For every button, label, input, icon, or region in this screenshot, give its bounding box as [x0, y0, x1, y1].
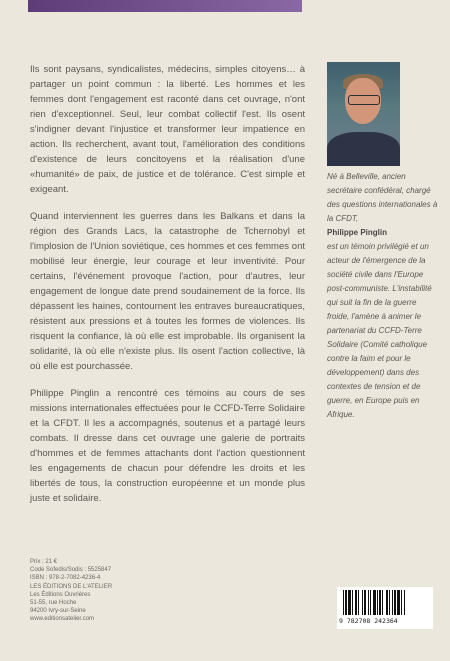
address-line: 51-55, rue Hoche — [30, 600, 77, 607]
author-bio — [327, 170, 439, 422]
barcode-bar — [355, 590, 357, 615]
paragraph-2: Quand interviennent les guerres dans les Balkans et dans la région des Grands Lacs, la catastrophe de Tchernobyl et l'implosion de l'Union soviétique, ces hommes et ces femmes ont mobilisé leur énergie, leur courage et leur inventivité. Pour certains, l'événement provoque l'action, pour d'autres, leur engagement de longue date prend soudainement de la force. Ils dépassent les haines, contournent les entraves bureaucratiques, résistent aux pressions et à toutes les formes de violences. Ils risquent la confiance, là où elle est improbable. Ils organisent la solidarité, là où elle n'existe plus. Ils osent l'action collective, là où elle est pourchassée. — [30, 211, 305, 372]
author-photo — [327, 62, 400, 166]
author-name: Philippe Pinglin — [327, 228, 387, 237]
barcode-bar — [382, 590, 383, 615]
barcode-bar — [345, 590, 347, 615]
barcode-bar — [370, 590, 371, 615]
city-line: 94200 Ivry-sur-Seine — [30, 608, 86, 615]
barcode-bar — [401, 590, 402, 615]
back-cover-text — [30, 62, 305, 518]
paragraph-3: Philippe Pinglin a rencontré ces témoins au cours de ses missions internationales effectuées pour le CCFD-Terre Solidaire et la CFDT. Il les a accompagnés, soutenus et a partagé leurs combats. Il dresse dans cet ouvrage une galerie de portraits d'hommes et de femmes attachants dont l'action questionnent les engagements de chacun pour défendre les droits et les libertés de tous, la construction européenne et un monde plus juste et solidaire. — [30, 388, 305, 504]
barcode-bar — [348, 590, 351, 615]
barcode-bar — [368, 590, 369, 615]
isbn-line: ISBN : 978-2-7082-4236-4 — [30, 575, 101, 582]
barcode-bar — [379, 590, 381, 615]
barcode-bar — [394, 590, 396, 615]
barcode-bar — [362, 590, 363, 615]
publisher-info — [30, 558, 210, 624]
bio-rest: est un témoin privilégié et un acteur de l'émergence de la société civile dans l'Europe post-communiste. L'instabilité qui suit la fin de la guerre froide, l'amène à animer le partenariat du CCFD-Terre Solidaire (Comité catholique contre la faim et pour le développement) dans des contextes de tension et de guerre, en Europe puis en Afrique. — [327, 242, 432, 419]
paragraph-1: Ils sont paysans, syndicalistes, médecins, simples citoyens… à partager un point commun : la liberté. Les hommes et les femmes dont l'engagement est raconté dans cet ouvrage, n'ont rien d'exceptionnel. Seul, leur combat collectif l'est. Ils osent s'indigner devant l'injustice et transformer leur impatience en action. Ils recherchent, avant tout, l'amélioration des conditions d'existence de leurs concitoyens et la réalisation d'une «humanité» de paix, de justice et de tolérance. C'est simple et exigeant. — [30, 64, 305, 195]
website-line: www.editionsatelier.com — [30, 616, 95, 623]
barcode-bars — [337, 587, 433, 617]
barcode-bar — [343, 590, 344, 615]
barcode-bar — [373, 590, 376, 615]
barcode-bar — [386, 590, 388, 615]
publisher-subname: Les Éditions Ouvrières — [30, 591, 91, 598]
barcode-digits: 9 782708 242364 — [339, 617, 398, 625]
barcode-bar — [364, 590, 366, 615]
top-accent-bar — [28, 0, 302, 12]
barcode-bar — [404, 590, 405, 615]
barcode-bar — [352, 590, 353, 615]
bio-intro: Né à Belleville, ancien secrétaire confédéral, chargé des questions internationales à la CFDT, — [327, 172, 438, 223]
barcode-bar — [389, 590, 390, 615]
code-line: Code Sofedis/Sodis : 5525847 — [30, 567, 112, 574]
isbn-barcode — [337, 587, 433, 629]
barcode-bar — [397, 590, 400, 615]
barcode-bar — [377, 590, 378, 615]
publisher-name: LES ÉDITIONS DE L'ATELIER — [30, 583, 113, 590]
price-line: Prix : 21 € — [30, 559, 58, 565]
barcode-bar — [392, 590, 393, 615]
barcode-bar — [358, 590, 359, 615]
